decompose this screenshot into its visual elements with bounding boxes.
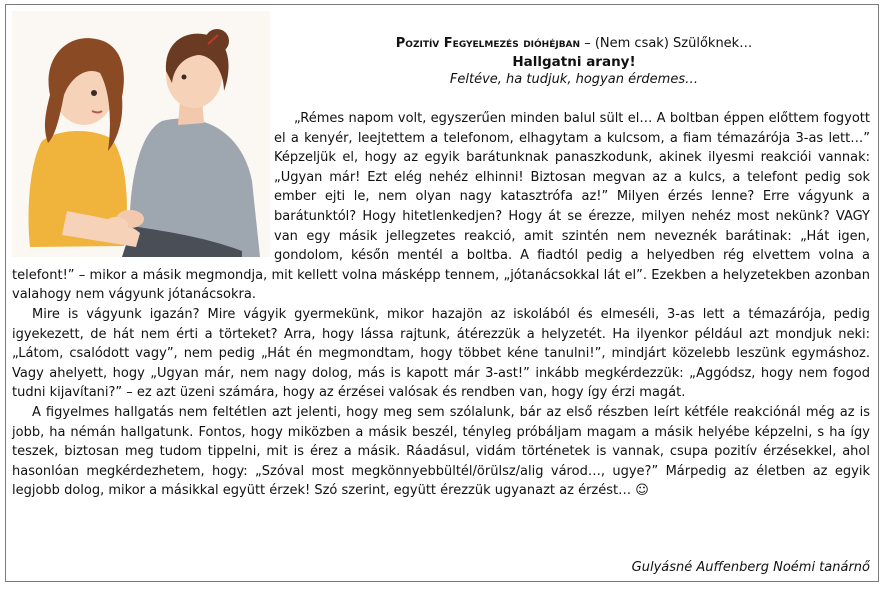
paragraph-2: Mire is vágyunk igazán? Mire vágyik gyermekünk, mikor hazajön az iskolából és elmeséli, 3-as lett a témazárója, pedig igyekezett, de hát nem érti a törteket? Arra, hogy lássa rajtunk, átérezzük a helyzetét. Ha ilyenkor például azt mondjuk neki: „Látom, csalódott vagy”, nem pedig „Hát én megmondtam, hogy többet kéne tanulni!”, mindjárt közelebb leszünk egymáshoz. Vagy ahelyett, hogy „Ugyan már, nem nagy dolog, más is kapott már 3-ast!” inkább megkérdezzük: „Aggódsz, hogy nem fogod tudni kijavítani?” – ez azt üzeni számára, hogy az érzései valósak és rendben van, hogy így érzi magát.	[12, 306, 870, 401]
article-page	[5, 4, 879, 582]
series-subtitle: – (Nem csak) Szülőknek…	[580, 36, 753, 51]
article-body	[6, 109, 876, 501]
article-subtitle: Feltéve, ha tudjuk, hogyan érdemes…	[449, 72, 699, 87]
series-line	[274, 35, 874, 53]
author-signature: Gulyásné Auffenberg Noémi tanárnő	[631, 560, 870, 575]
paragraph-1: „Rémes napom volt, egyszerűen minden balul sült el… A boltban éppen előttem fogyott el a kenyér, leejtettem a telefonom, elhagytam a kulcsom, a fiam témazárója 3-as lett…” Képzeljük el, hogy az egyik barátunknak panaszkodunk, akinek ilyesmi reakciói vannak: „Ugyan már! Ezt elég nehéz elhinni! Biztosan megvan az a kulcs, a telefont pedig sok ember ejti le, nem olyan nagy katasztrófa az!” Milyen érzés lenne? Erre vágyunk a barátunktól? Hogy hitetlenkedjen? Hogy át se érezze, milyen nehéz most nekünk? VAGY van egy másik jellegzetes reakció, amit szintén nem neveznék barátinak: „Hát igen, gondolom, későn mentél a boltba. A fiadtól pedig a helyedben rég elvettem volna a telefont!” – mikor a másik megmondja, mit kellett volna másképp tennem, „jótanácsokkal lát el”. Ezekben a helyzetekben azonban valahogy nem vágyunk jótanácsokra.	[12, 111, 870, 303]
article-header	[274, 35, 874, 89]
article-title: Hallgatni arany!	[512, 54, 636, 70]
series-title: Pozitív Fegyelmezés dióhéjban	[395, 36, 581, 51]
paragraph-3: A figyelmes hallgatás nem feltétlen azt jelenti, hogy meg sem szólalunk, bár az első részben leírt kétféle reakciónál még az is jobb, ha némán hallgatunk. Fontos, hogy miközben a másik beszél, tényleg próbáljam magam a másik helyébe képzelni, s ha így teszek, biztosan meg tudom tippelni, mit is érez a másik. Ráadásul, vidám történetek is vannak, csupa pozitív érzésekkel, ahol hasonlóan megkérdezhetem, hogy: „Szóval most megkönnyebbültél/örülsz/alig várod…, ugye?” Márpedig az életben az egyik legjobb dolog, mikor a másikkal együtt érzek! Szó szerint, együtt érezzük ugyanazt az érzést… ☺	[12, 404, 870, 499]
illustration-spacer	[12, 109, 270, 259]
